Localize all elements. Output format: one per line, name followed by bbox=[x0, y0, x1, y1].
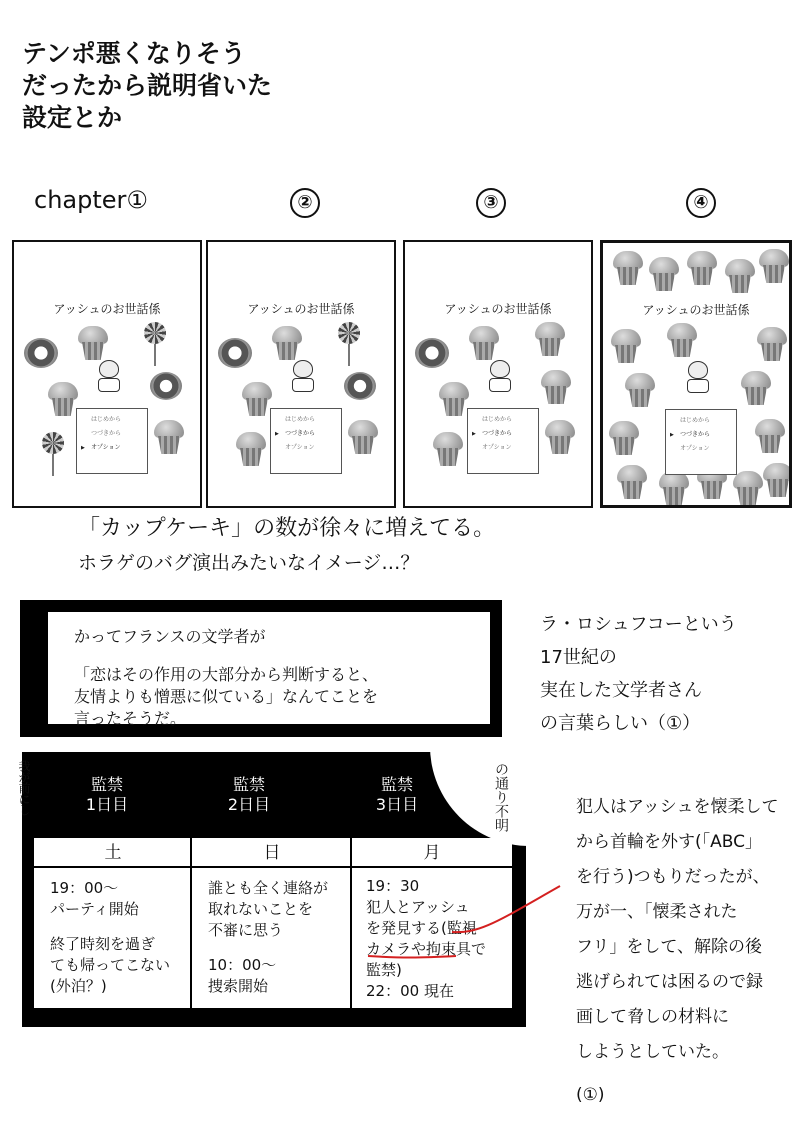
lollipop-icon bbox=[42, 432, 64, 476]
chapter-3-label bbox=[476, 186, 506, 218]
event-line: 不審に思う bbox=[208, 921, 284, 939]
game-menu bbox=[665, 409, 737, 475]
cupcake-icon bbox=[348, 420, 378, 454]
donut-icon bbox=[218, 338, 252, 368]
event-line: カメラや拘束具で bbox=[366, 940, 487, 958]
chapter-4-number: ④ bbox=[686, 188, 716, 218]
cupcake-icon bbox=[78, 326, 108, 360]
menu-item-new-game[interactable]: はじめから bbox=[91, 416, 122, 423]
event-line: 終了時刻を過ぎ bbox=[50, 935, 156, 953]
cupcake-icon bbox=[545, 420, 575, 454]
cupcake-icon bbox=[433, 432, 463, 466]
event-line: パーティ開始 bbox=[50, 900, 139, 918]
lollipop-icon bbox=[144, 322, 166, 366]
day-header-line: 3日目 bbox=[375, 795, 419, 814]
event-line: 10：00～ bbox=[208, 956, 277, 974]
event-line: 19：00～ bbox=[50, 879, 119, 897]
event-line: ても帰ってこない bbox=[50, 956, 171, 974]
day-header-line: 監禁 bbox=[90, 775, 123, 794]
game-menu bbox=[467, 408, 539, 474]
note-line: を行う)つもりだったが、 bbox=[576, 867, 770, 887]
heading-line: だったから説明省いた bbox=[22, 71, 273, 100]
cupcake-icon bbox=[625, 373, 655, 407]
caption-line: ホラゲのバグ演出みたいなイメージ…？ bbox=[78, 552, 420, 574]
caption-line: 「カップケーキ」の数が徐々に増えてる。 bbox=[78, 516, 496, 541]
title-screen-chapter-1 bbox=[12, 240, 202, 508]
day-header-line: 1日目 bbox=[85, 795, 129, 814]
donut-icon bbox=[150, 372, 182, 400]
day-1-header bbox=[52, 775, 162, 815]
day-header-line: 監禁 bbox=[232, 775, 265, 794]
event-line: 犯人とアッシュ bbox=[366, 898, 470, 916]
menu-item-new-game[interactable]: はじめから bbox=[285, 416, 316, 423]
note-line: 画して脅しの材料に bbox=[576, 1007, 729, 1027]
cupcake-icon bbox=[613, 251, 643, 285]
game-menu bbox=[270, 408, 342, 474]
cupcake-icon bbox=[272, 326, 302, 360]
menu-item-option[interactable]: オプション bbox=[285, 444, 315, 451]
day-header-line: 監禁 bbox=[380, 775, 413, 794]
day-2-events bbox=[208, 878, 328, 997]
day-1-events bbox=[50, 878, 170, 997]
note-line: しようとしていた。 bbox=[576, 1042, 729, 1062]
menu-item-continue[interactable]: ▶ つづきから bbox=[271, 427, 341, 441]
cupcake-icon bbox=[609, 421, 639, 455]
cupcake-icon bbox=[667, 323, 697, 357]
menu-item-continue[interactable]: つづきから bbox=[91, 430, 122, 437]
character-icon bbox=[487, 360, 513, 394]
cupcake-icon bbox=[733, 471, 763, 505]
page-heading bbox=[22, 38, 272, 134]
menu-item-option[interactable]: オプション bbox=[482, 444, 512, 451]
event-line: (外泊？) bbox=[50, 977, 107, 995]
menu-item-option[interactable]: オプション bbox=[680, 445, 710, 452]
cupcake-icon bbox=[236, 432, 266, 466]
cupcake-caption bbox=[78, 512, 495, 580]
cupcake-icon bbox=[741, 371, 771, 405]
cupcake-icon bbox=[687, 251, 717, 285]
game-title: アッシュのお世話係 bbox=[247, 302, 355, 316]
donut-icon bbox=[24, 338, 58, 368]
note-line: 17世紀の bbox=[540, 647, 617, 668]
game-title: アッシュのお世話係 bbox=[53, 302, 161, 316]
day-header-line: 2日目 bbox=[227, 795, 271, 814]
cupcake-icon bbox=[48, 382, 78, 416]
chapter-4-label bbox=[686, 186, 716, 218]
cupcake-icon bbox=[725, 259, 755, 293]
chapter-2-number: ② bbox=[290, 188, 320, 218]
menu-item-new-game[interactable]: はじめから bbox=[482, 416, 513, 423]
cupcake-icon bbox=[659, 471, 689, 505]
event-line: 監禁) bbox=[366, 961, 402, 979]
game-title: アッシュのお世話係 bbox=[444, 302, 552, 316]
note-line: の言葉らしい（①） bbox=[540, 713, 701, 734]
note-line: 逃げられては困るので録 bbox=[576, 972, 763, 992]
game-menu bbox=[76, 408, 148, 474]
day-2-header bbox=[194, 775, 304, 815]
left-vertical-text: 我が前にし bbox=[17, 760, 31, 815]
quote-line: 言ったそうだ。 bbox=[74, 709, 187, 728]
red-pen-mark bbox=[360, 880, 590, 960]
game-title: アッシュのお世話係 bbox=[642, 303, 750, 317]
cupcake-icon bbox=[535, 322, 565, 356]
menu-item-continue[interactable]: ▶ つづきから bbox=[468, 427, 538, 441]
character-icon bbox=[96, 360, 122, 394]
donut-icon bbox=[344, 372, 376, 400]
weekday-mon: 月 bbox=[352, 838, 512, 868]
menu-item-new-game[interactable]: はじめから bbox=[680, 417, 711, 424]
cupcake-icon bbox=[757, 327, 787, 361]
cupcake-icon bbox=[439, 382, 469, 416]
donut-icon bbox=[415, 338, 449, 368]
quote-line: かってフランスの文学者が bbox=[74, 627, 266, 646]
quote-line: 友情よりも憎悪に似ている」なんてことを bbox=[74, 687, 379, 706]
note-line: 犯人はアッシュを懐柔して bbox=[576, 797, 779, 817]
weekday-sun: 日 bbox=[192, 838, 352, 868]
event-line: 22：00 現在 bbox=[366, 982, 454, 1000]
note-line: 実在した文学者さん bbox=[540, 680, 702, 701]
cupcake-icon bbox=[617, 465, 647, 499]
menu-item-continue[interactable]: ▶ つづきから bbox=[666, 428, 736, 442]
column-divider bbox=[350, 838, 352, 1008]
day-3-header bbox=[342, 775, 452, 815]
note-line: ラ・ロシュフコーという bbox=[540, 614, 737, 635]
event-line: 捜索開始 bbox=[208, 977, 269, 995]
note-line: フリ」をして、解除の後 bbox=[576, 937, 762, 957]
title-screen-chapter-2 bbox=[206, 240, 396, 508]
cupcake-icon bbox=[759, 249, 789, 283]
heading-line: 設定とか bbox=[22, 103, 123, 132]
chapter-2-label bbox=[290, 186, 320, 218]
cupcake-icon bbox=[611, 329, 641, 363]
cupcake-icon bbox=[242, 382, 272, 416]
cupcake-icon bbox=[469, 326, 499, 360]
quote-text-box bbox=[48, 612, 490, 728]
column-divider bbox=[190, 838, 192, 1008]
heading-line: テンポ悪くなりそう bbox=[22, 39, 246, 68]
cupcake-icon bbox=[755, 419, 785, 453]
title-screen-chapter-4 bbox=[600, 240, 792, 508]
cupcake-icon bbox=[154, 420, 184, 454]
weekday-sat: 土 bbox=[34, 838, 192, 868]
author-note bbox=[540, 608, 737, 740]
event-line: を発見する(監視 bbox=[366, 919, 477, 937]
note-line: から首輪を外す(「ABC」 bbox=[576, 832, 762, 852]
quote-line: 「恋はその作用の大部分から判断すると、 bbox=[74, 665, 379, 684]
chapter-3-number: ③ bbox=[476, 188, 506, 218]
lollipop-icon bbox=[338, 322, 360, 366]
character-icon bbox=[685, 361, 711, 395]
menu-item-option[interactable]: ▶ オプション bbox=[77, 441, 147, 455]
event-line: 取れないことを bbox=[208, 900, 314, 918]
cupcake-icon bbox=[649, 257, 679, 291]
event-line: 19：30 bbox=[366, 877, 420, 895]
cupcake-icon bbox=[541, 370, 571, 404]
cupcake-icon bbox=[763, 463, 792, 497]
note-line: 万が一、「懐柔された bbox=[576, 902, 738, 922]
note-line: (①) bbox=[576, 1085, 605, 1105]
unknown-label: の通り不明 bbox=[493, 762, 509, 832]
chapter-1-label: chapter① bbox=[34, 186, 148, 214]
event-line: 誰とも全く連絡が bbox=[208, 879, 329, 897]
title-screen-chapter-3 bbox=[403, 240, 593, 508]
culprit-note bbox=[576, 790, 778, 1113]
character-icon bbox=[290, 360, 316, 394]
